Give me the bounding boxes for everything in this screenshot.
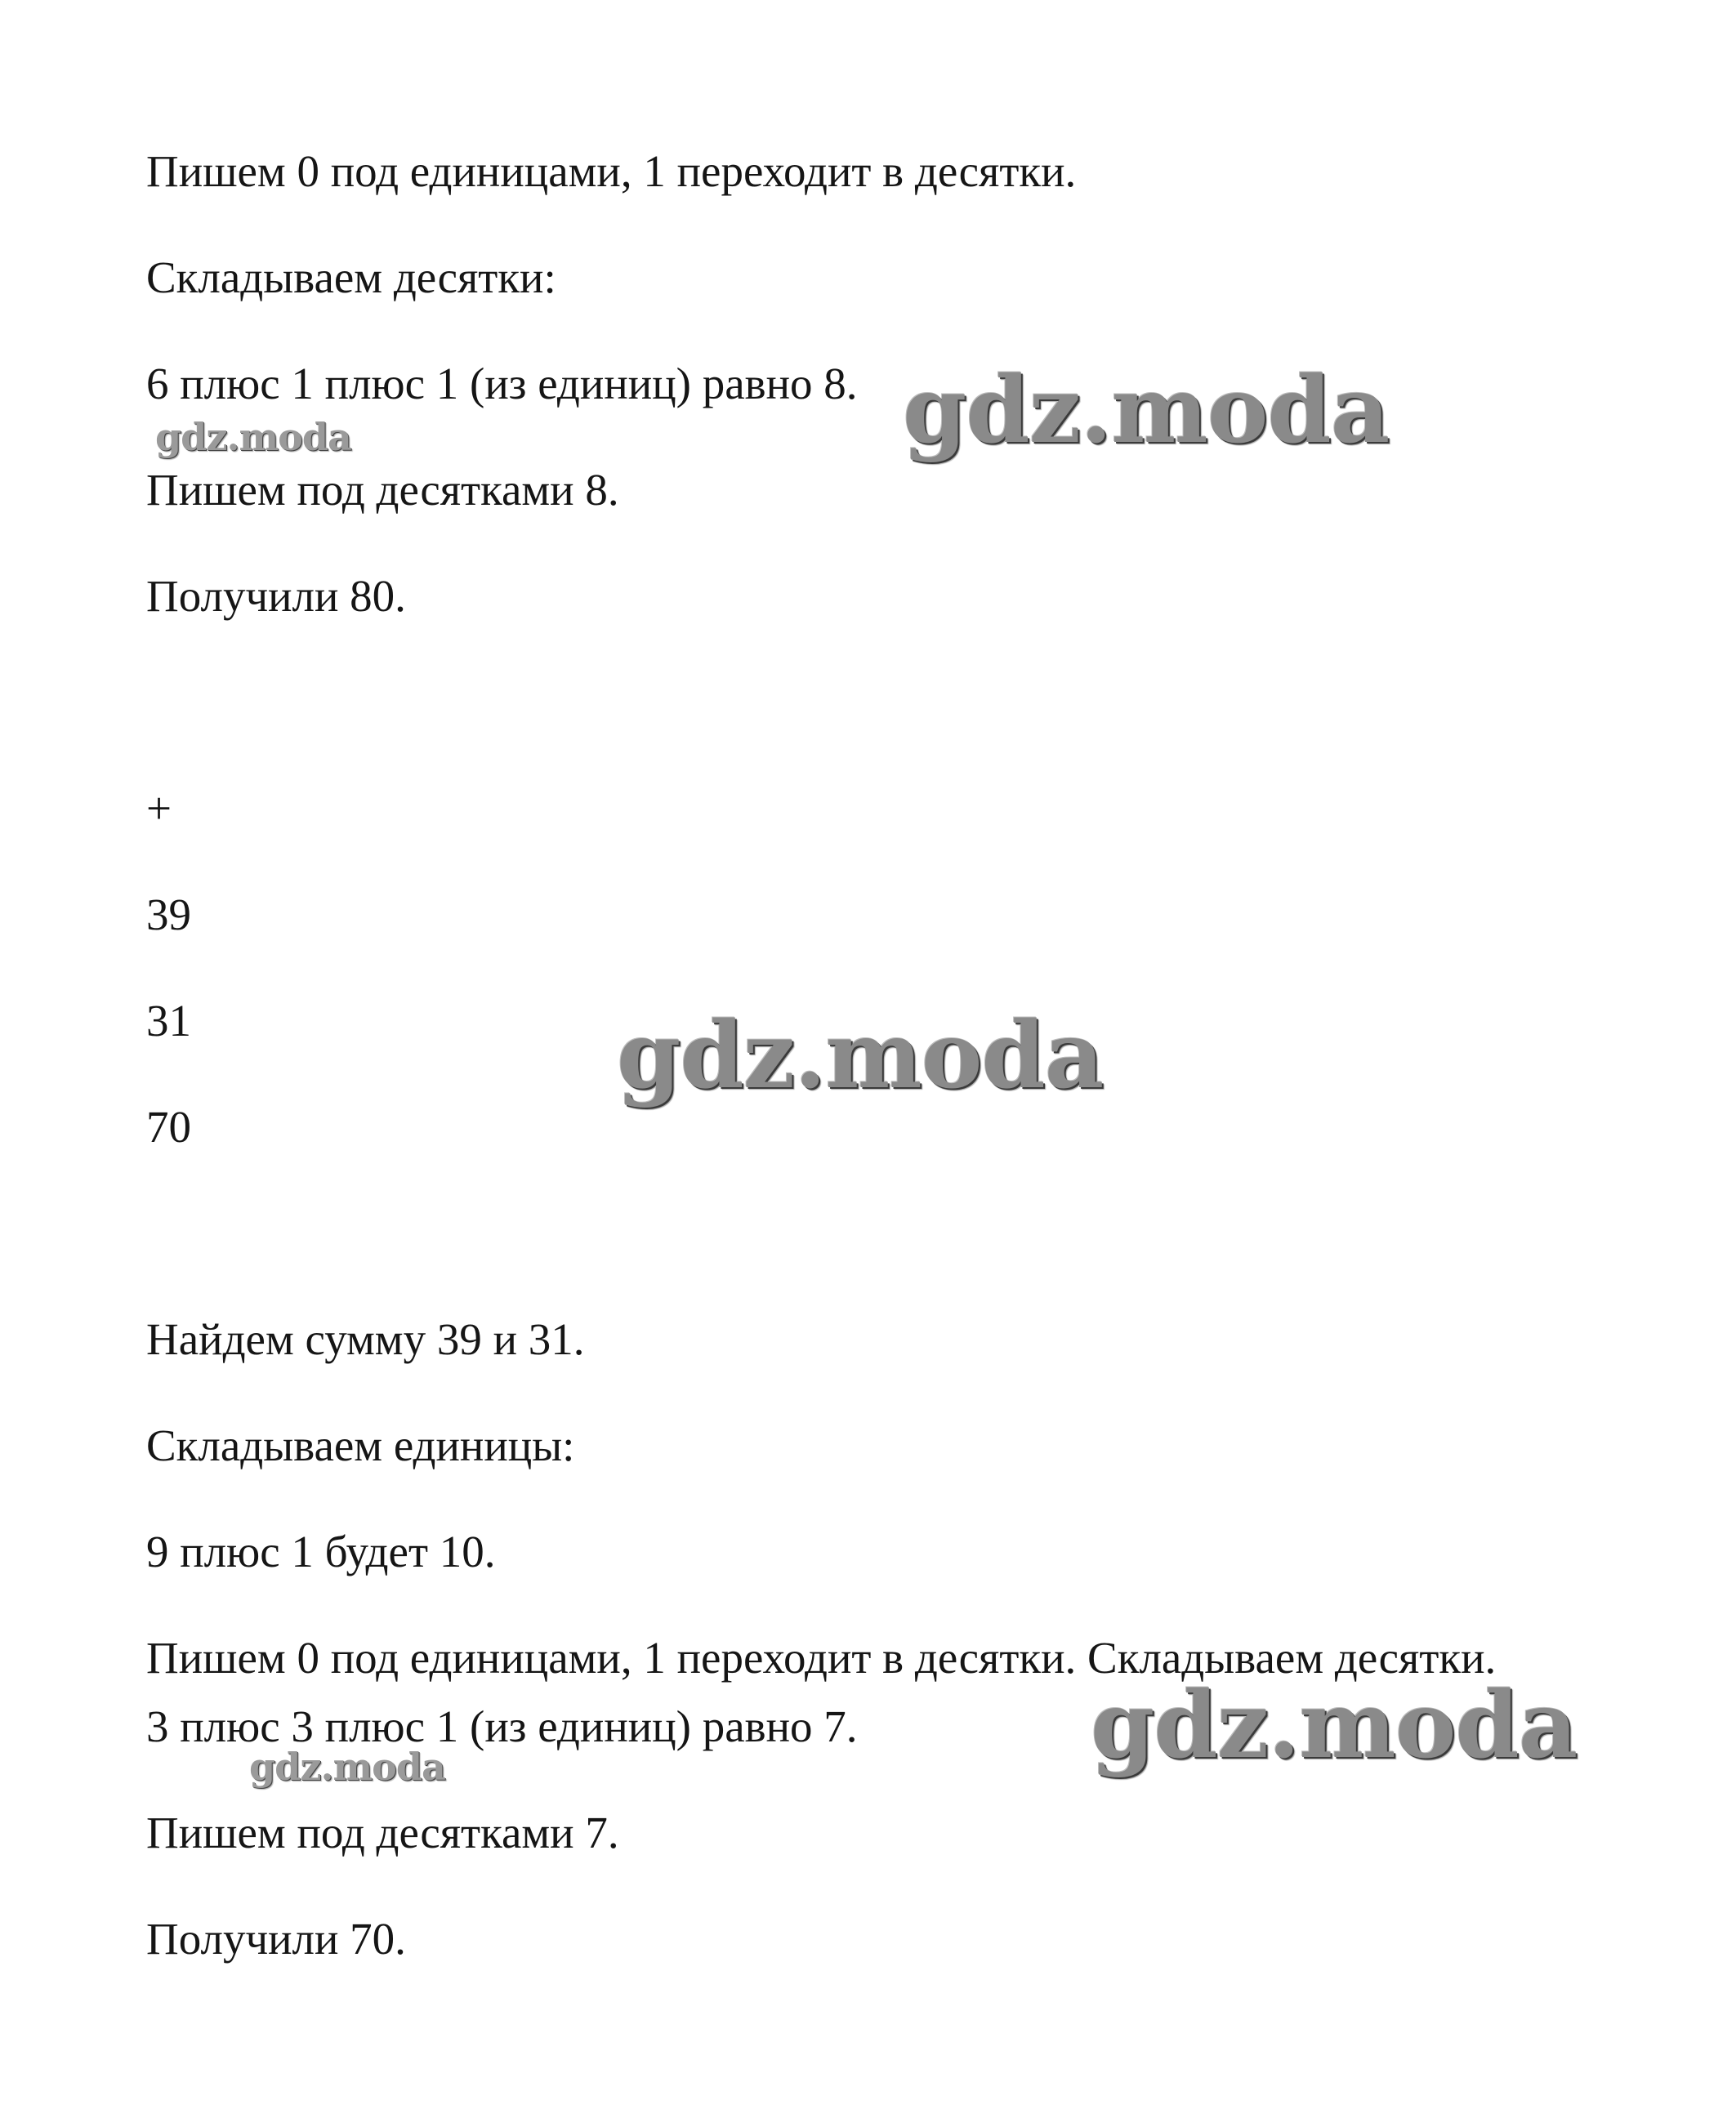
text-line-7: Складываем единицы:	[146, 1420, 575, 1470]
text-line-1: Пишем 0 под единицами, 1 переходит в десятки.	[146, 146, 1077, 196]
text-line-11: Пишем под десятками 7.	[146, 1808, 619, 1857]
text-line-6: Найдем сумму 39 и 31.	[146, 1314, 585, 1364]
text-line-3: 6 плюс 1 плюс 1 (из единиц) равно 8.	[146, 359, 858, 408]
text-line-8: 9 плюс 1 будет 10.	[146, 1527, 496, 1576]
watermark-small-2: gdz.moda	[249, 1745, 445, 1789]
text-line-10: 3 плюс 3 плюс 1 (из единиц) равно 7.	[146, 1701, 858, 1751]
watermark-large-1: gdz.moda	[903, 357, 1390, 464]
watermark-large-3: gdz.moda	[1091, 1672, 1578, 1779]
addend-2: 31	[146, 996, 191, 1046]
watermark-large-2: gdz.moda	[617, 1002, 1104, 1109]
sum-result: 70	[146, 1102, 191, 1152]
watermark-small-1: gdz.moda	[155, 415, 351, 459]
text-line-9: Пишем 0 под единицами, 1 переходит в десятки. Складываем десятки.	[146, 1633, 1497, 1683]
text-line-12: Получили 70.	[146, 1914, 406, 1964]
text-line-5: Получили 80.	[146, 571, 406, 621]
plus-sign: +	[146, 783, 172, 833]
text-line-4: Пишем под десятками 8.	[146, 465, 619, 515]
addend-1: 39	[146, 890, 191, 939]
text-line-2: Складываем десятки:	[146, 252, 556, 302]
